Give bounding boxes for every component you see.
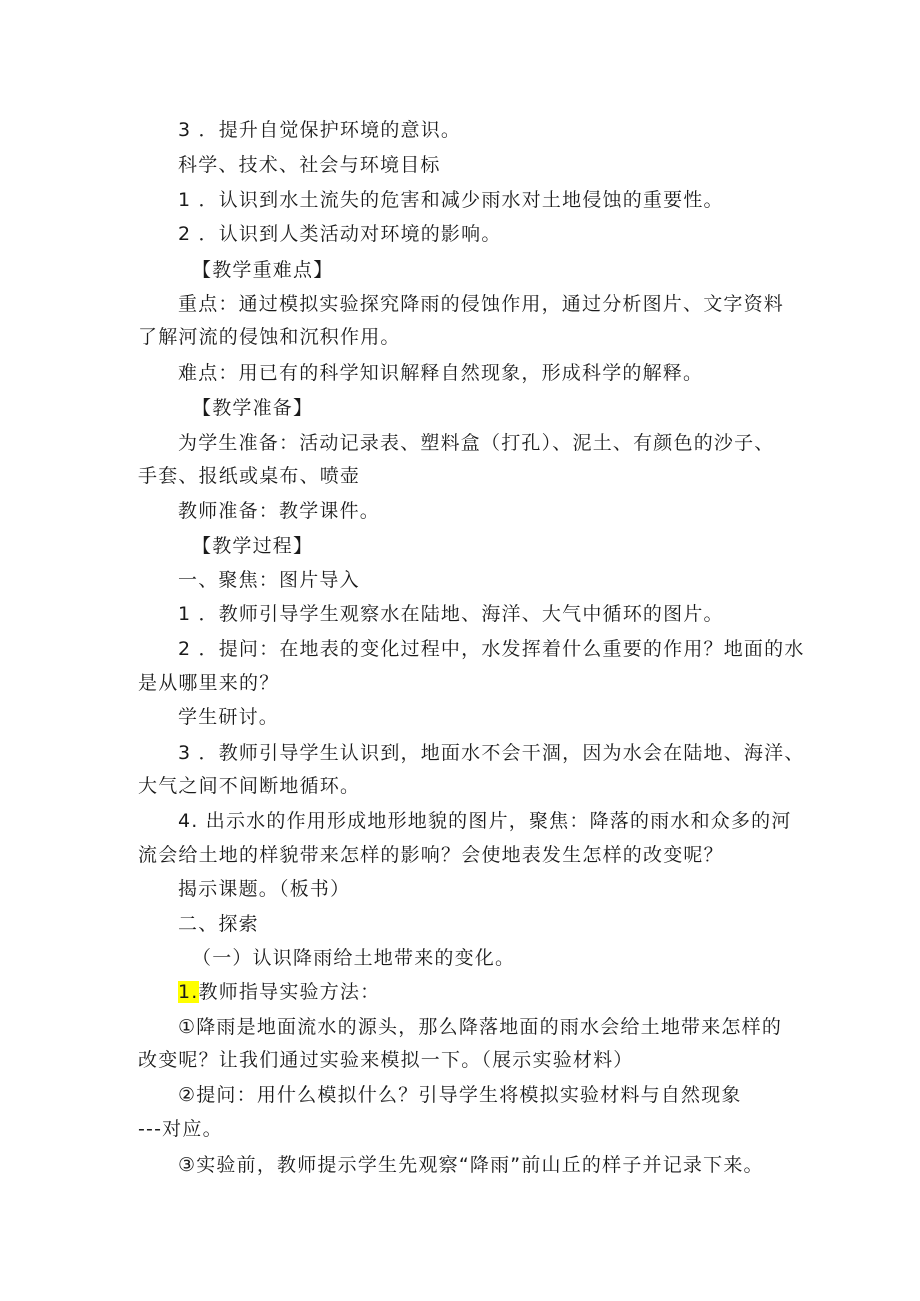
subsection-1-heading: （一）认识降雨给土地带来的变化。 (192, 947, 516, 969)
goal-3: 3 ．提升自觉保护环境的意识。 (178, 119, 462, 141)
part-2-heading: 二、探索 (178, 913, 259, 935)
key-point-line-1: 重点：通过模拟实验探究降雨的侵蚀作用，通过分析图片、文字资料 (178, 293, 785, 315)
step-2-line-1: 2 ．提问：在地表的变化过程中，水发挥着什么重要的作用？地面的水 (178, 638, 805, 660)
teacher-prep: 教师准备：教学课件。 (178, 500, 381, 522)
experiment-method (178, 980, 380, 1004)
highlighted-number: 1. (178, 981, 199, 1003)
student-prep-line-1: 为学生准备：活动记录表、塑料盒（打孔）、泥土、有颜色的沙子、 (178, 432, 775, 454)
difficulty: 难点：用已有的科学知识解释自然现象，形成科学的解释。 (178, 362, 704, 384)
method-2-line-1: ②提问：用什么模拟什么？引导学生将模拟实验材料与自然现象 (178, 1084, 742, 1106)
reveal-topic: 揭示课题。（板书） (178, 878, 351, 900)
section-key-points: 【教学重难点】 (192, 259, 334, 281)
part-1-heading: 一、聚焦：图片导入 (178, 569, 360, 591)
step-4-line-2: 流会给土地的样貌带来怎样的影响？会使地表发生怎样的改变呢？ (138, 844, 724, 866)
step-3-line-2: 大气之间不间断地循环。 (138, 775, 361, 797)
sts-goal-1: 1 ．认识到水土流失的危害和减少雨水对土地侵蚀的重要性。 (178, 189, 724, 211)
experiment-method-text: 教师指导实验方法： (198, 981, 381, 1003)
sts-goal-heading: 科学、技术、社会与环境目标 (178, 154, 441, 176)
method-1-line-1: ①降雨是地面流水的源头，那么降落地面的雨水会给土地带来怎样的 (178, 1016, 783, 1038)
student-prep-line-2: 手套、报纸或桌布、喷壶 (138, 465, 361, 487)
sts-goal-2: 2 ．认识到人类活动对环境的影响。 (178, 223, 502, 245)
student-discussion: 学生研讨。 (178, 706, 280, 728)
section-preparation: 【教学准备】 (192, 397, 314, 419)
key-point-line-2: 了解河流的侵蚀和沉积作用。 (138, 326, 401, 348)
step-3-line-1: 3 ．教师引导学生认识到，地面水不会干涸，因为水会在陆地、海洋、 (178, 742, 805, 764)
step-2-line-2: 是从哪里来的？ (138, 672, 280, 694)
method-1-line-2: 改变呢？让我们通过实验来模拟一下。（展示实验材料） (138, 1049, 634, 1071)
section-process: 【教学过程】 (192, 535, 314, 557)
step-4-line-1: 4. 出示水的作用形成地形地貌的图片，聚焦：降落的雨水和众多的河 (178, 810, 792, 832)
step-1: 1 ．教师引导学生观察水在陆地、海洋、大气中循环的图片。 (178, 603, 724, 625)
method-2-line-2: ---对应。 (138, 1118, 223, 1140)
method-3: ③实验前，教师提示学生先观察“降雨”前山丘的样子并记录下来。 (178, 1154, 764, 1176)
